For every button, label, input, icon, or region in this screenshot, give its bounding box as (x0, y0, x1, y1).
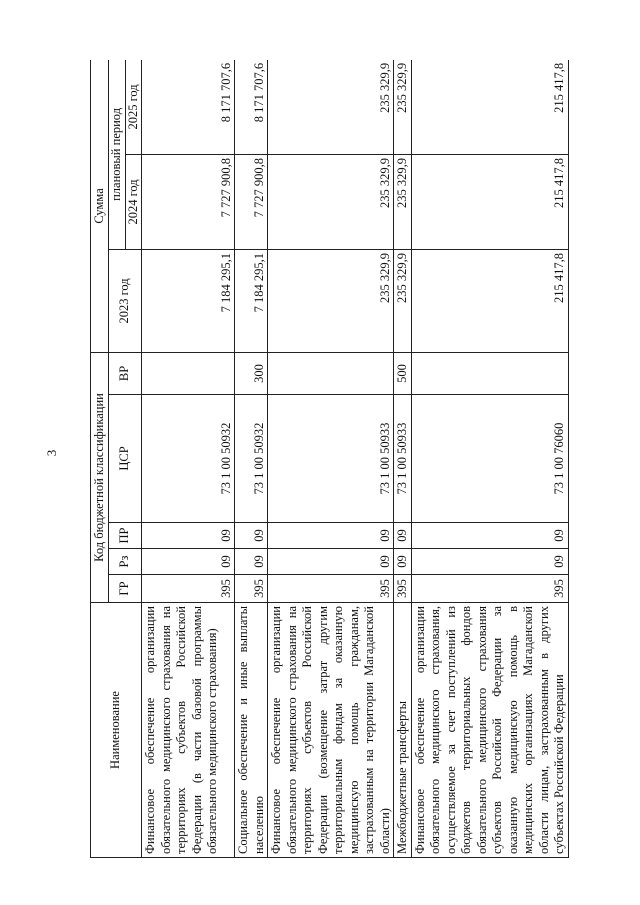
header-year-2023: 2023 год (109, 249, 142, 352)
row-pr: 09 (411, 523, 568, 549)
header-year-2025: 2025 год (125, 60, 142, 154)
row-2025: 8 171 707,6 (142, 60, 235, 154)
budget-table (90, 60, 569, 858)
row-name: Межбюджетные трансферты (394, 603, 412, 858)
row-gr: 395 (268, 575, 394, 603)
table-row (142, 60, 235, 858)
row-2023: 7 184 295,1 (142, 249, 235, 352)
header-code-group: Код бюджетной классификации (91, 352, 109, 602)
row-2025: 215 417,8 (411, 60, 568, 154)
row-rz: 09 (394, 549, 412, 575)
rotated-page-area (90, 60, 630, 858)
row-gr: 395 (235, 575, 268, 603)
row-2024: 235 329,9 (268, 154, 394, 249)
row-2023: 7 184 295,1 (235, 249, 268, 352)
row-pr: 09 (268, 523, 394, 549)
row-2025: 235 329,9 (268, 60, 394, 154)
row-rz: 09 (235, 549, 268, 575)
row-gr: 395 (142, 575, 235, 603)
row-2024: 235 329,9 (394, 154, 412, 249)
budget-table-container (90, 60, 630, 858)
table-body (142, 60, 569, 858)
row-vr: 500 (394, 352, 412, 394)
row-csr: 73 1 00 50933 (268, 395, 394, 523)
header-vr: ВР (109, 352, 142, 394)
row-csr: 73 1 00 76060 (411, 395, 568, 523)
table-row (411, 60, 568, 858)
row-2024: 215 417,8 (411, 154, 568, 249)
header-year-2024: 2024 год (125, 154, 142, 249)
header-pr: ПР (109, 523, 142, 549)
row-2025: 235 329,9 (394, 60, 412, 154)
row-csr: 73 1 00 50932 (235, 395, 268, 523)
row-vr: 300 (235, 352, 268, 394)
row-rz: 09 (268, 549, 394, 575)
row-pr: 09 (394, 523, 412, 549)
row-vr (268, 352, 394, 394)
header-rz: Рз (109, 549, 142, 575)
page-number: 3 (44, 449, 59, 457)
row-gr: 395 (394, 575, 412, 603)
row-2023: 235 329,9 (268, 249, 394, 352)
header-plan-period: плановый период (109, 60, 126, 249)
row-pr: 09 (142, 523, 235, 549)
row-name: Социальное обеспечение и иные выплаты населению (235, 603, 268, 858)
row-vr (411, 352, 568, 394)
row-2024: 7 727 900,8 (142, 154, 235, 249)
header-name: Наименование (91, 603, 142, 858)
table-row (394, 60, 412, 858)
row-csr: 73 1 00 50932 (142, 395, 235, 523)
row-name: Финансовое обеспечение организации обязательного медицинского страхования, осуществляемое за счет поступлений из бюджетов территориальных фондов обязательного медицинского страхования субъектов Российской Федерации за оказанную медицинскую помощь в медицинских организациях Магаданской области лицам, застрахованным в других субъектах Российской Федерации (411, 603, 568, 858)
row-gr: 395 (411, 575, 568, 603)
row-2024: 7 727 900,8 (235, 154, 268, 249)
row-pr: 09 (235, 523, 268, 549)
row-vr (142, 352, 235, 394)
row-name: Финансовое обеспечение организации обязательного медицинского страхования на территориях субъектов Российской Федерации (возмещение затрат другим территориальным фондам за оказанную медицинскую помощь гражданам, застрахованным на территории Магаданской области) (268, 603, 394, 858)
row-rz: 09 (411, 549, 568, 575)
row-rz: 09 (142, 549, 235, 575)
table-header (91, 60, 142, 858)
header-csr: ЦСР (109, 395, 142, 523)
row-2023: 235 329,9 (394, 249, 412, 352)
row-name: Финансовое обеспечение организации обязательного медицинского страхования на территориях субъектов Российской Федерации (в части базовой программы обязательного медицинского страхования) (142, 603, 235, 858)
header-sum: Сумма (91, 60, 109, 352)
row-csr: 73 1 00 50933 (394, 395, 412, 523)
row-2025: 8 171 707,6 (235, 60, 268, 154)
table-row (268, 60, 394, 858)
header-gr: ГР (109, 575, 142, 603)
table-row (235, 60, 268, 858)
row-2023: 215 417,8 (411, 249, 568, 352)
